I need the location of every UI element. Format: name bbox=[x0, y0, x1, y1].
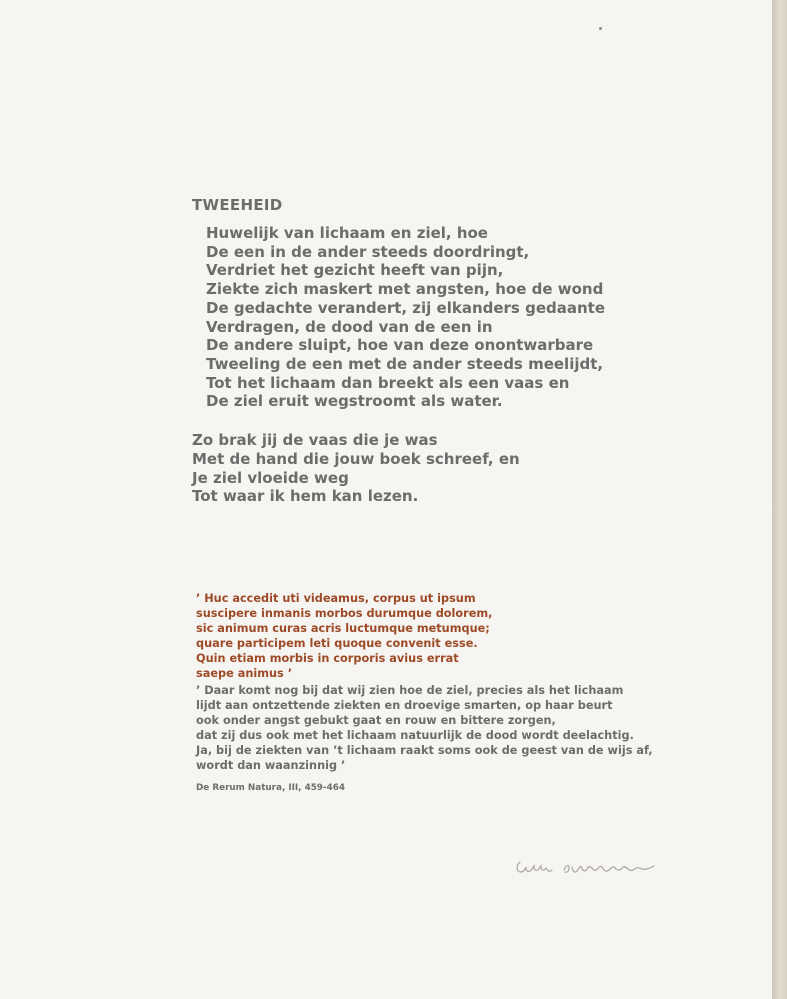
poem-line: Ziekte zich maskert met angsten, hoe de wond bbox=[206, 280, 604, 299]
poem-line: Tot het lichaam dan breekt als een vaas en bbox=[206, 373, 570, 392]
latin-quote-line: saepe animus ’ bbox=[196, 667, 292, 681]
poem-title: TWEEHEID bbox=[192, 196, 283, 214]
poem-line: Tot waar ik hem kan lezen. bbox=[192, 487, 419, 506]
poem-line: De andere sluipt, hoe van deze onontwarbare bbox=[206, 336, 594, 355]
latin-quote-line: suscipere inmanis morbos durumque dolorem, bbox=[196, 607, 493, 621]
latin-quote-line: ’ Huc accedit uti videamus, corpus ut ipsum bbox=[196, 592, 476, 605]
poem-line: Zo brak jij de vaas die je was bbox=[192, 431, 438, 449]
latin-quote-line: Quin etiam morbis in corporis avius errat bbox=[196, 652, 459, 666]
latin-quote bbox=[196, 591, 492, 682]
poem-stanza-2 bbox=[192, 431, 520, 506]
translation-line: ’ Daar komt nog bij dat wij zien hoe de ziel, precies als het lichaam bbox=[196, 684, 624, 697]
latin-quote-line: quare participem leti quoque convenit esse. bbox=[196, 637, 478, 651]
poem-line: Tweeling de een met de ander steeds meelijdt, bbox=[206, 354, 604, 373]
translation-line: wordt dan waanzinnig ’ bbox=[196, 759, 346, 773]
poem-line: De een in de ander steeds doordringt, bbox=[206, 242, 530, 261]
poem-line: Je ziel vloeide weg bbox=[192, 468, 349, 487]
paper-speck bbox=[599, 27, 602, 30]
poem-line: Verdragen, de dood van de een in bbox=[206, 317, 493, 336]
page-edge bbox=[772, 0, 787, 999]
poem-line: Verdriet het gezicht heeft van pijn, bbox=[206, 261, 504, 280]
latin-quote-line: sic animum curas acris luctumque metumque; bbox=[196, 622, 490, 636]
translation-line: dat zij dus ook met het lichaam natuurlijk de dood wordt deelachtig. bbox=[196, 729, 634, 743]
translation-line: lijdt aan ontzettende ziekten en droevige smarten, op haar beurt bbox=[196, 699, 613, 713]
source-citation: De Rerum Natura, III, 459-464 bbox=[196, 783, 345, 793]
dutch-translation bbox=[196, 683, 653, 774]
poem-line: Huwelijk van lichaam en ziel, hoe bbox=[206, 224, 488, 242]
poem-stanza-1 bbox=[206, 224, 605, 411]
translation-line: ook onder angst gebukt gaat en rouw en bittere zorgen, bbox=[196, 714, 556, 728]
poem-line: De gedachte verandert, zij elkanders gedaante bbox=[206, 298, 606, 317]
translation-line: Ja, bij de ziekten van ’t lichaam raakt soms ook de geest van de wijs af, bbox=[196, 744, 653, 758]
poem-line: Met de hand die jouw boek schreef, en bbox=[192, 449, 520, 468]
poem-line: De ziel eruit wegstroomt als water. bbox=[206, 392, 503, 411]
pencil-signature bbox=[512, 852, 662, 882]
